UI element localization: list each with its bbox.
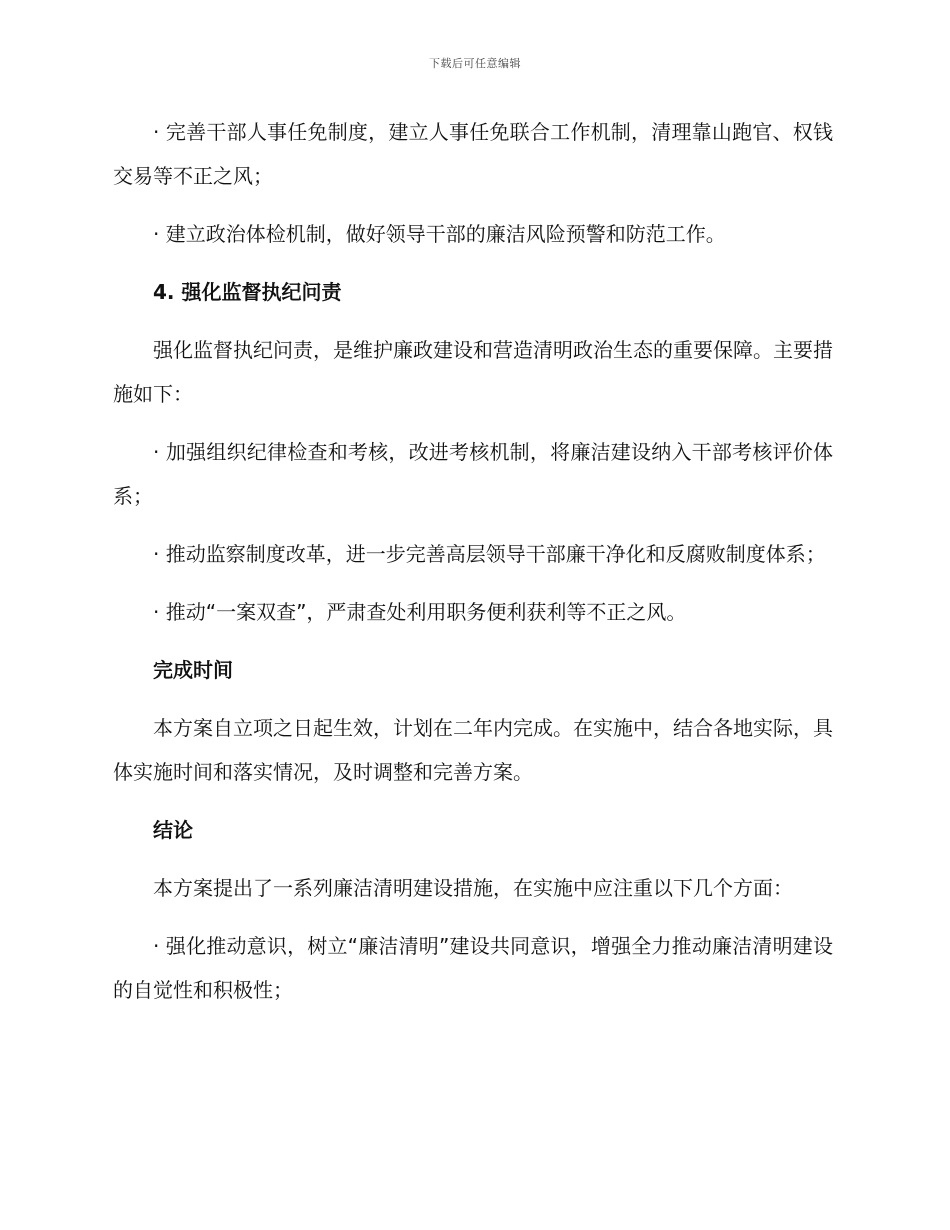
section-heading: 4. 强化监督执纪问责	[153, 280, 342, 304]
body-paragraph: 本方案自立项之日起生效，计划在二年内完成。在实施中，结合各地实际，具体实施时间和落实情况，及时调整和完善方案。	[113, 716, 833, 784]
section-heading: 完成时间	[153, 658, 233, 682]
body-paragraph: 本方案提出了一系列廉洁清明建设措施，在实施中应注重以下几个方面：	[153, 876, 793, 900]
section-heading: 结论	[153, 818, 193, 842]
bullet-paragraph: · 建立政治体检机制，做好领导干部的廉洁风险预警和防范工作。	[153, 222, 726, 246]
bullet-paragraph: · 加强组织纪律检查和考核，改进考核机制，将廉洁建设纳入干部考核评价体系；	[113, 440, 833, 508]
bullet-paragraph: · 完善干部人事任免制度，建立人事任免联合工作机制，清理靠山跑官、权钱交易等不正之风；	[113, 120, 833, 188]
bullet-paragraph: · 推动监察制度改革，进一步完善高层领导干部廉干净化和反腐败制度体系；	[153, 542, 826, 566]
bullet-paragraph: · 推动“一案双查”，严肃查处利用职务便利获利等不正之风。	[153, 600, 687, 624]
body-paragraph: 强化监督执纪问责，是维护廉政建设和营造清明政治生态的重要保障。主要措施如下：	[113, 338, 833, 406]
page-header-note: 下载后可任意编辑	[429, 57, 521, 70]
document-body	[113, 110, 833, 1012]
bullet-paragraph: · 强化推动意识，树立“廉洁清明”建设共同意识，增强全力推动廉洁清明建设的自觉性和积极性；	[113, 934, 833, 1002]
